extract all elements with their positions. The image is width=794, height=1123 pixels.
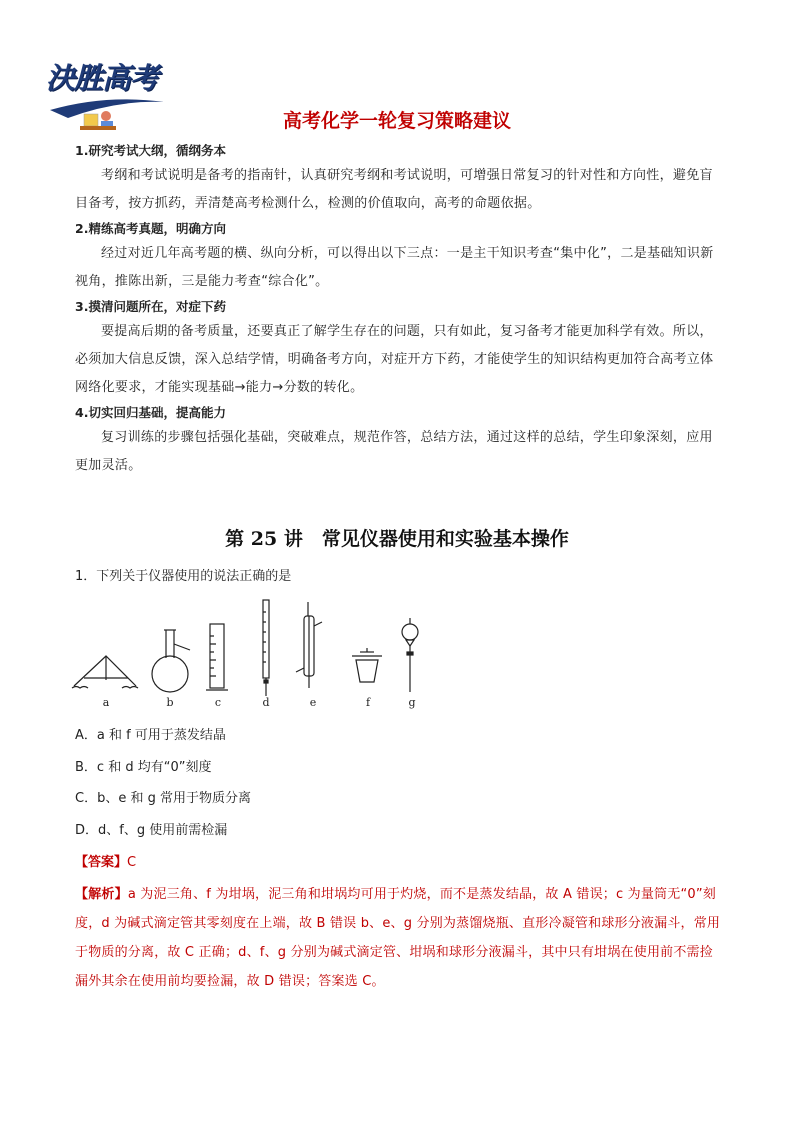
figure-label-b: b: [166, 696, 174, 709]
figure-label-g: g: [408, 696, 416, 709]
main-title: 高考化学一轮复习策略建议: [282, 110, 511, 132]
answer-value: C: [127, 855, 137, 870]
graduated-cylinder-icon: [206, 624, 228, 690]
separatory-funnel-icon: [402, 618, 418, 692]
figure-label-d: d: [262, 696, 270, 709]
crucible-icon: [352, 648, 382, 682]
section-body: 经过对近几年高考题的横、纵向分析，可以得出以下三点：一是主干知识考查“集中化”，二是基础知识新视角，推陈出新，三是能力考查“综合化”。: [75, 246, 714, 289]
question-stem: 1．下列关于仪器使用的说法正确的是: [75, 569, 292, 584]
section-body: 要提高后期的备考质量，还要真正了解学生存在的问题，只有如此，复习备考才能更加科学有效。所以，必须加大信息反馈，深入总结学情，明确备考方向，对症开方下药，才能使学生的知识结构更加符合高考立体网络化要求，才能实现基础→能力→分数的转化。: [75, 324, 714, 395]
option-a: A．a 和 f 可用于蒸发结晶: [75, 728, 226, 743]
analysis-label: 【解析】: [75, 887, 128, 902]
option-d: D．d、f、g 使用前需检漏: [75, 822, 228, 838]
figure-label-e: e: [309, 696, 317, 709]
apparatus-figure: [70, 596, 430, 712]
distillation-flask-icon: [152, 630, 190, 692]
section-body: 复习训练的步骤包括强化基础，突破难点，规范作答，总结方法，通过这样的总结，学生印象深刻，应用更加灵活。: [75, 430, 713, 473]
section-body: 考纲和考试说明是备考的指南针，认真研究考纲和考试说明，可增强日常复习的针对性和方向性，避免盲目备考，按方抓药，弄清楚高考检测什么，检测的价值取向，高考的命题依据。: [75, 168, 713, 211]
clay-triangle-icon: [72, 656, 138, 688]
strategy-sections: [75, 140, 723, 480]
section-heading: 2.精练高考真题，明确方向: [75, 221, 226, 236]
condenser-icon: [296, 602, 322, 688]
analysis-paragraph: [75, 880, 723, 996]
answer-label: 【答案】: [75, 855, 128, 870]
lesson-title: 第 25 讲 常见仪器使用和实验基本操作: [225, 528, 569, 550]
logo-text: 決胜高考: [46, 61, 159, 95]
section-heading: 3.摸清问题所在，对症下药: [75, 299, 226, 314]
figure-label-c: c: [214, 696, 222, 709]
figure-label-a: a: [102, 696, 110, 709]
base-burette-icon: [263, 600, 269, 696]
section-heading: 1.研究考试大纲，循纲务本: [75, 143, 226, 158]
figure-label-f: f: [365, 696, 371, 709]
analysis-text: a 为泥三角、f 为坩埚，泥三角和坩埚均可用于灼烧，而不是蒸发结晶，故 A 错误；c 为量筒无“0”刻度，d 为碱式滴定管其零刻度在上端，故 B 错误 b、e、g 分别为蒸馏烧瓶、直形冷凝管和球形分液漏斗，常用于物质的分离，故 C 正确；d、f、g 分别为碱式滴定管、坩埚和球形分液漏斗，其中只有坩埚在使用前不需捡漏外其余在使用前均要捡漏，故 D 错误；答案选 C。: [75, 887, 721, 989]
option-b: B．c 和 d 均有“0”刻度: [75, 759, 212, 775]
answer-line: [75, 851, 136, 870]
option-c: C．b、e 和 g 常用于物质分离: [75, 791, 251, 806]
answer-options: [75, 720, 723, 846]
section-heading: 4.切实回归基础，提高能力: [75, 405, 226, 420]
